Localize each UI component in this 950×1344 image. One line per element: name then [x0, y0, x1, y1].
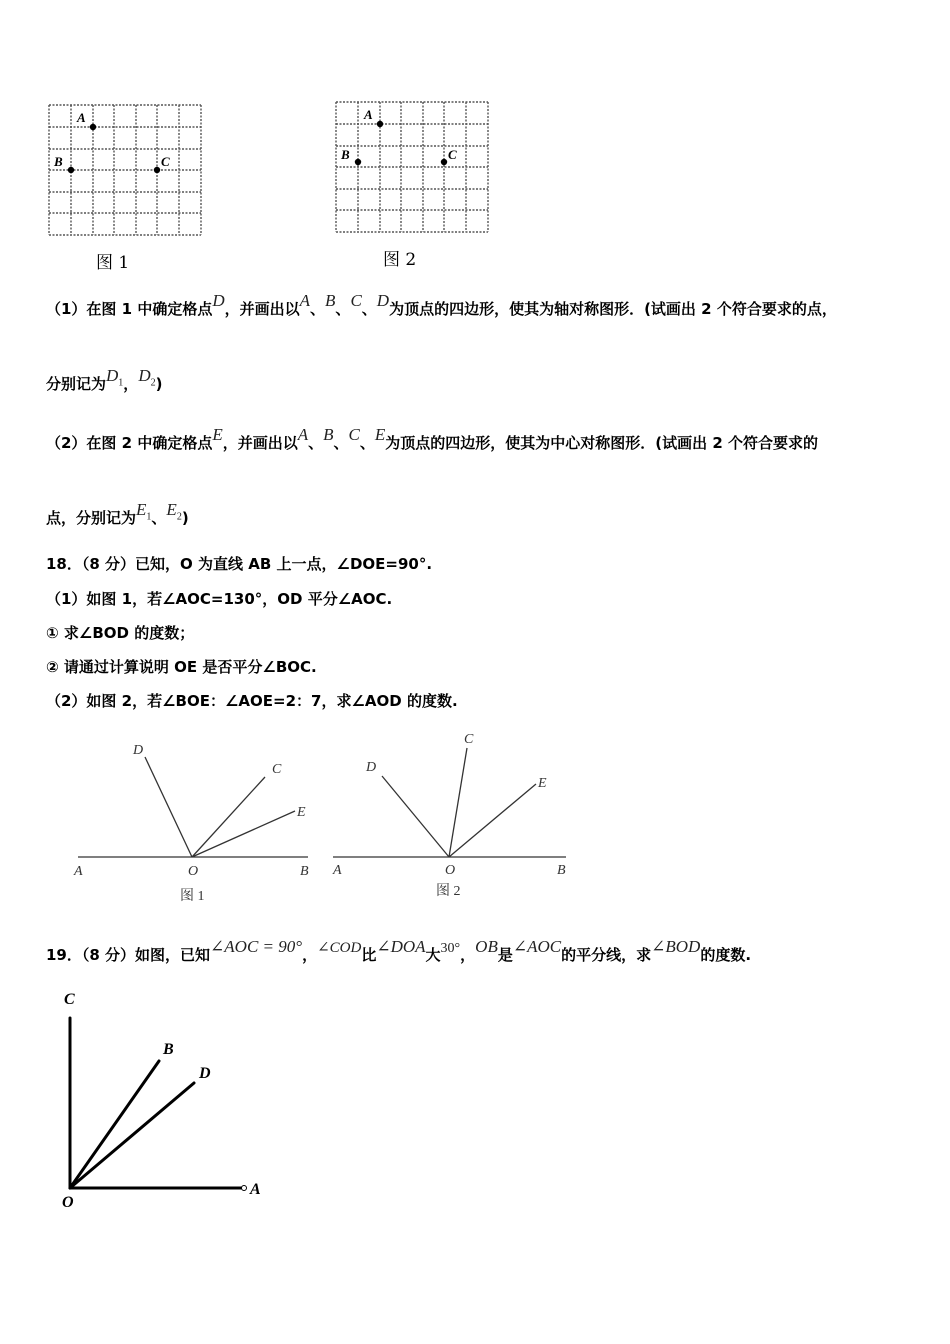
fig1-label-a: A [74, 864, 83, 879]
fig2-label-d: D [366, 760, 377, 775]
q17-var-d: D [212, 291, 225, 310]
q17-part2-line2: 点，分别记为$E_1$、$E_2$) [46, 500, 189, 527]
q18-line1: 18．（8 分）已知，O 为直线 AB 上一点，∠DOE=90°. [46, 555, 433, 573]
q18-line4: ② 请通过计算说明 OE 是否平分∠BOC. [46, 658, 317, 676]
q19-line: 19．（8 分）如图，已知∠AOC = 90°，∠COD比∠DOA大30°，OB是∠AOC的平分线，求∠BOD的度数. [46, 937, 752, 964]
q18-line5: （2）如图 2，若∠BOE：∠AOE=2：7，求∠AOD 的度数. [46, 692, 458, 710]
grid-figure-1-caption: 图 1 [96, 253, 130, 273]
q18-figure-2 [328, 727, 578, 902]
q17-part1-line2: 分别记为$D_1$，$D_2$) [46, 366, 163, 393]
fig1-label-e: E [297, 805, 306, 820]
fig1-ray-oe [192, 811, 295, 857]
grid1-point-a [90, 124, 96, 130]
grid1-point-b [68, 167, 74, 173]
grid2-point-b [355, 159, 361, 165]
grid-figure-2-caption: 图 2 [383, 250, 417, 270]
grid1-label-b: B [54, 154, 63, 169]
q18-line3: ① 求∠BOD 的度数； [46, 624, 195, 642]
q18-figure-1 [70, 735, 320, 905]
grid1-label-a: A [77, 110, 86, 125]
q19-label-o: O [62, 1194, 74, 1211]
q19-figure-svg [55, 985, 280, 1215]
q17-var-e: E [212, 425, 223, 444]
fig1-caption: 图 1 [180, 889, 205, 904]
fig2-label-o: O [445, 863, 456, 878]
fig2-ray-oe [449, 784, 536, 857]
grid1-label-c: C [161, 154, 170, 169]
q17-part1-line1: （1）在图 1 中确定格点D，并画出以A、B、C、D为顶点的四边形，使其为轴对称图形．(试画出 2 个符合要求的点， [46, 291, 837, 318]
fig1-label-c: C [272, 762, 282, 777]
fig2-caption: 图 2 [436, 884, 461, 899]
q19-point-a [242, 1186, 247, 1191]
fig2-ray-od [382, 776, 449, 857]
q18-figure-2-svg [328, 727, 578, 902]
grid2-point-c [441, 159, 447, 165]
fig1-ray-oc [192, 777, 265, 857]
q18-figure-1-svg [70, 735, 320, 905]
q19-figure [55, 985, 280, 1215]
grid2-label-b: B [341, 147, 350, 162]
fig1-label-d: D [133, 743, 144, 758]
fig2-label-e: E [538, 776, 547, 791]
q19-label-a: A [250, 1181, 261, 1198]
q19-label-c: C [64, 991, 75, 1008]
fig2-ray-oc [449, 748, 467, 857]
fig2-label-b: B [557, 863, 566, 878]
q19-label-d: D [199, 1065, 211, 1082]
q18-line2: （1）如图 1，若∠AOC=130°，OD 平分∠AOC. [46, 590, 393, 608]
grid2-point-a [377, 121, 383, 127]
fig2-label-a: A [333, 863, 342, 878]
fig2-label-c: C [464, 732, 474, 747]
grid1-point-c [154, 167, 160, 173]
q17-part2-line1: （2）在图 2 中确定格点E，并画出以A、B、C、E为顶点的四边形，使其为中心对称图形．(试画出 2 个符合要求的 [46, 425, 819, 452]
fig1-ray-od [145, 757, 192, 857]
q19-label-b: B [163, 1041, 174, 1058]
grid2-label-a: A [364, 107, 373, 122]
grid2-label-c: C [448, 147, 457, 162]
fig1-label-o: O [188, 864, 199, 879]
fig1-label-b: B [300, 864, 309, 879]
